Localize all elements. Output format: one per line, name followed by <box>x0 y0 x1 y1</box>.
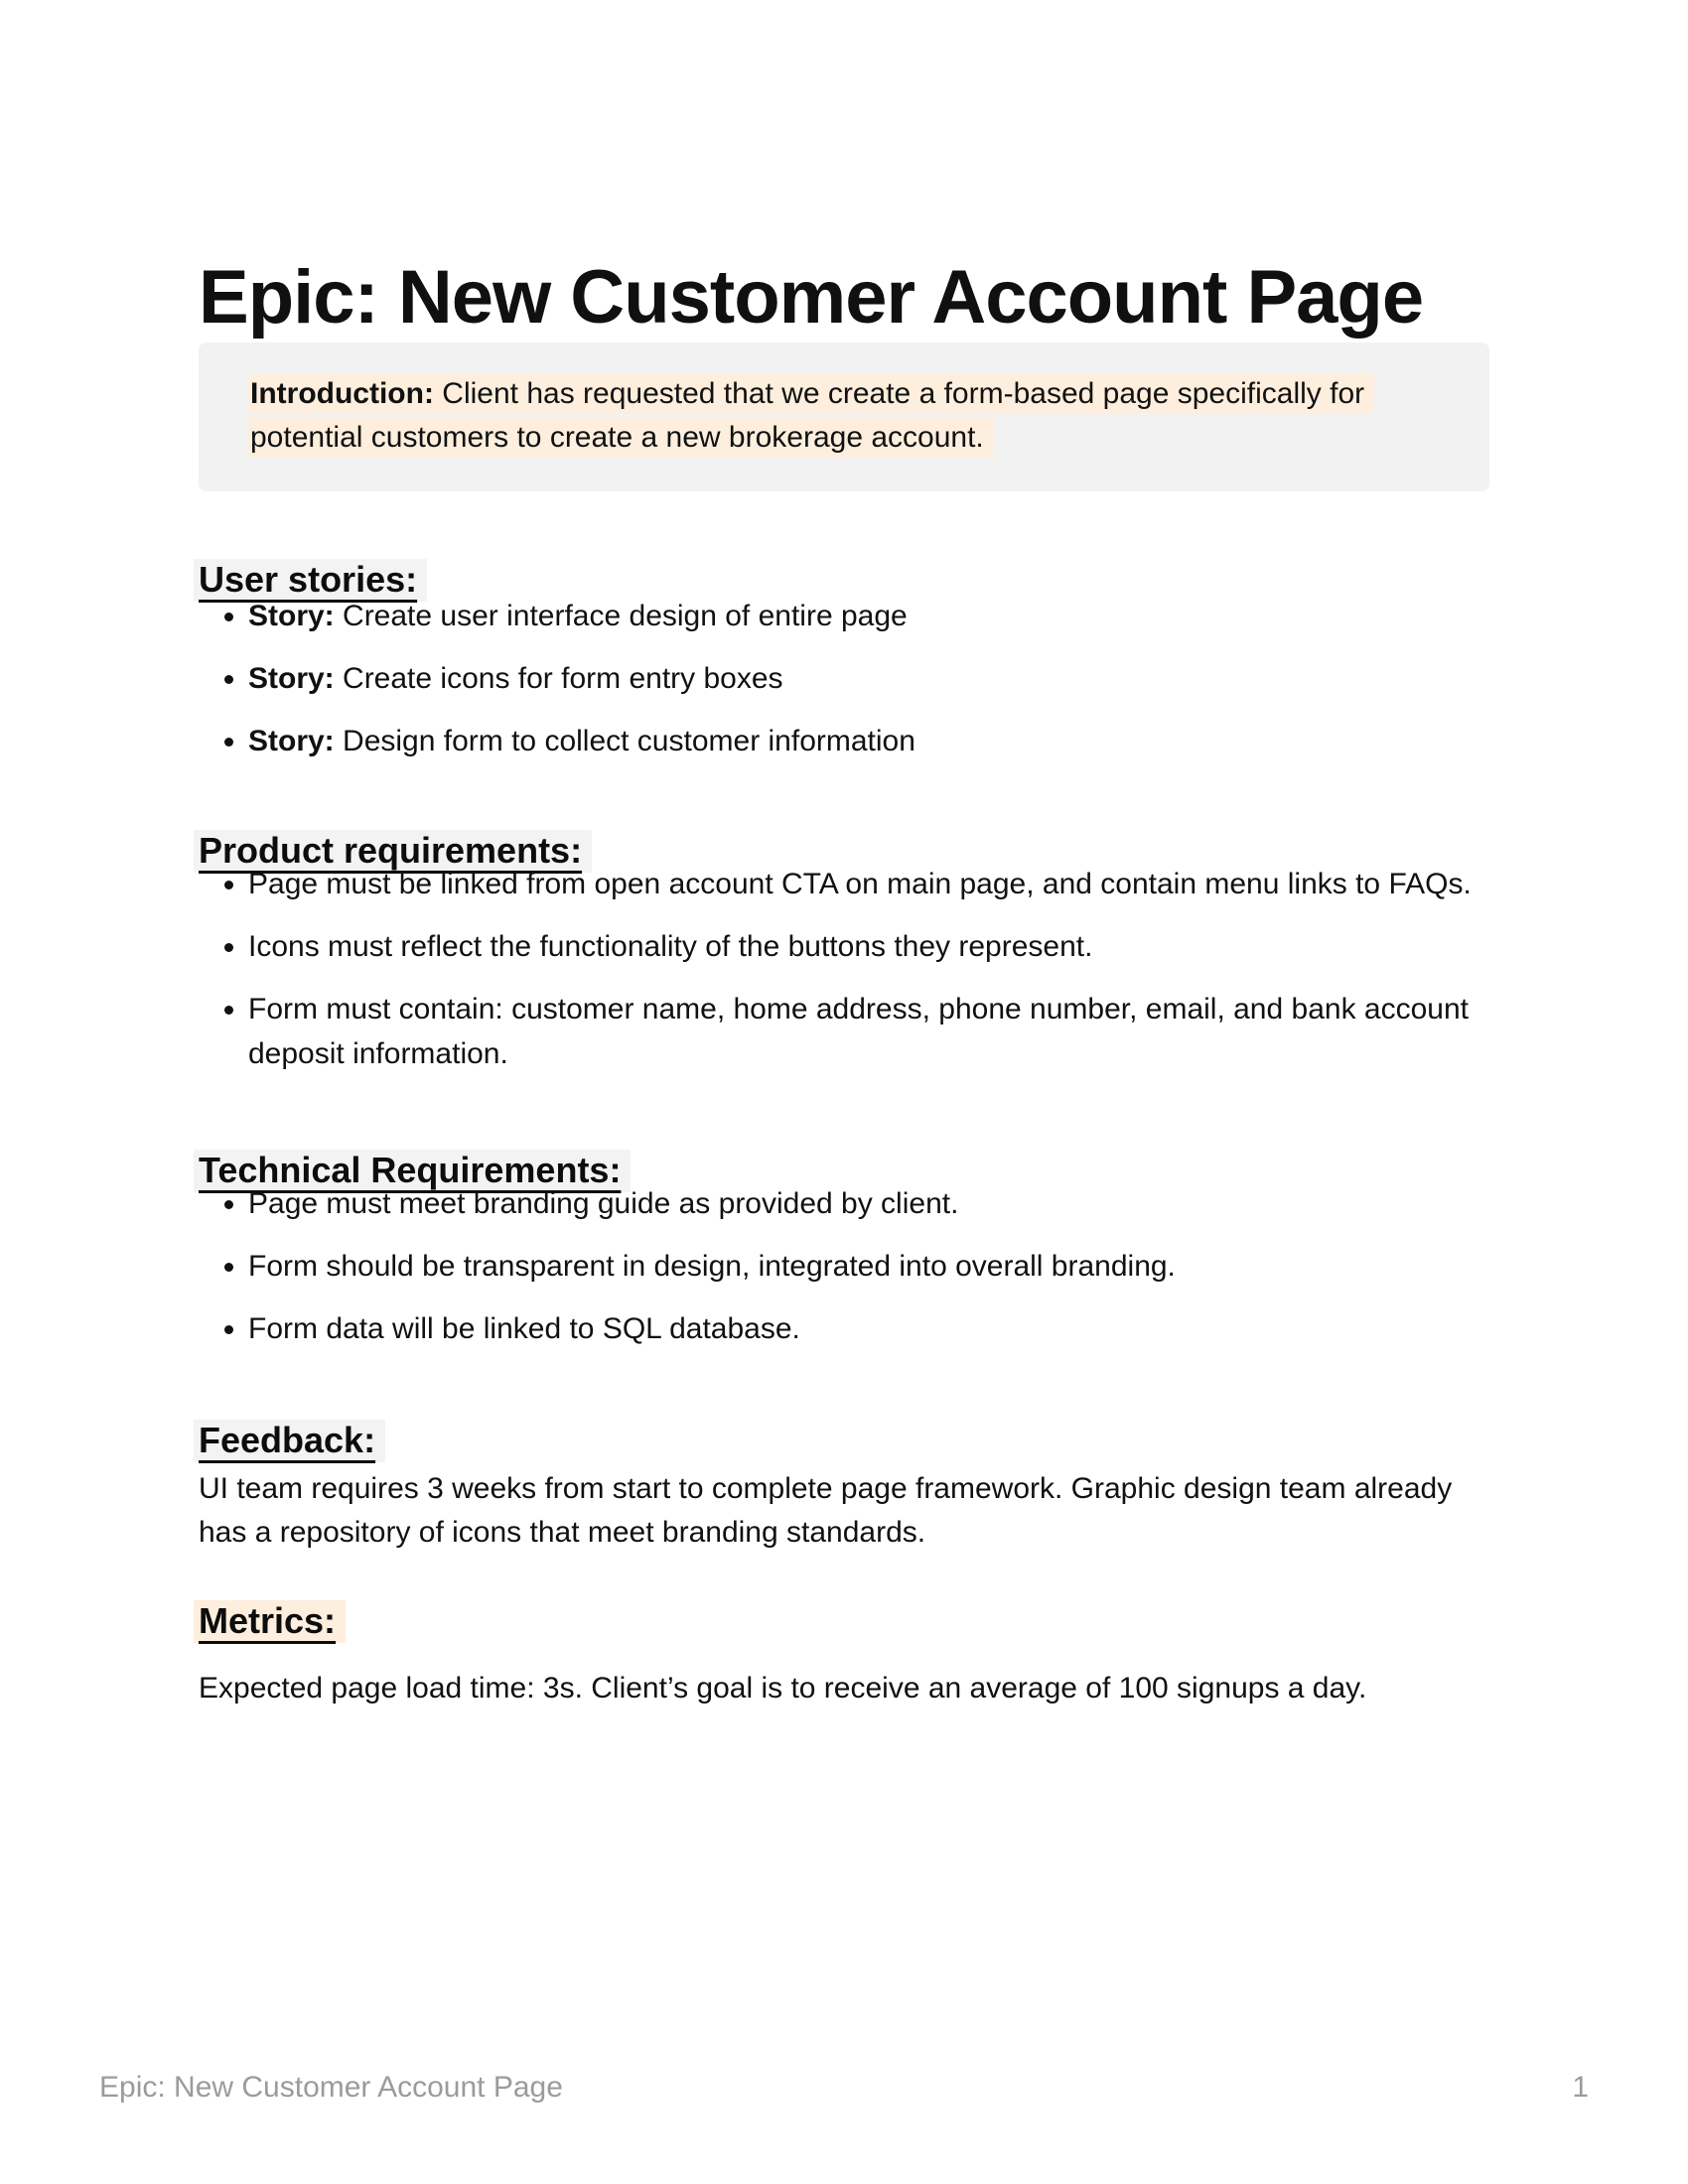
introduction-line-2 <box>248 416 1440 460</box>
story-text: Design form to collect customer information <box>343 725 915 757</box>
footer-page-number: 1 <box>1572 2071 1589 2104</box>
list-item: • Page must be linked from open account CTA on main page, and contain menu links to FAQs. <box>248 862 1489 906</box>
story-prefix: Story: <box>248 662 335 695</box>
list-item: • Page must meet branding guide as provided by client. <box>248 1181 1489 1226</box>
list-item <box>248 594 1489 638</box>
text-highlight <box>248 374 1374 414</box>
list-item <box>248 656 1489 701</box>
heading-user-stories: User stories: <box>194 559 427 602</box>
technical-requirements-list <box>199 1181 1489 1351</box>
metrics-paragraph: Expected page load time: 3s. Client’s goal is to receive an average of 100 signups a day. <box>199 1672 1367 1705</box>
story-prefix: Story: <box>248 725 335 757</box>
heading-product-requirements: Product requirements: <box>194 830 592 873</box>
introduction-text: potential customers to create a new brokerage account. <box>250 421 984 454</box>
list-item: • Form should be transparent in design, integrated into overall branding. <box>248 1244 1489 1289</box>
list-item: • Icons must reflect the functionality of the buttons they represent. <box>248 924 1489 969</box>
list-item: • Form must contain: customer name, home address, phone number, email, and bank account deposit information. <box>248 987 1489 1076</box>
introduction-text: Client has requested that we create a form-based page specifically for <box>442 377 1365 410</box>
list-item: • Form data will be linked to SQL database. <box>248 1306 1489 1351</box>
heading-technical-requirements: Technical Requirements: <box>194 1150 631 1192</box>
story-prefix: Story: <box>248 600 335 632</box>
heading-feedback: Feedback: <box>194 1420 385 1462</box>
feedback-paragraph: UI team requires 3 weeks from start to complete page framework. Graphic design team already has a repository of icons that meet branding standards. <box>199 1472 1453 1549</box>
page-title: Epic: New Customer Account Page <box>199 254 1424 340</box>
introduction-line-1 <box>248 372 1440 416</box>
heading-metrics: Metrics: <box>194 1600 346 1643</box>
user-stories-list <box>199 594 1489 763</box>
introduction-label: Introduction: <box>250 377 434 410</box>
footer-document-title: Epic: New Customer Account Page <box>99 2071 563 2104</box>
story-text: Create icons for form entry boxes <box>343 662 783 695</box>
product-requirements-list <box>199 862 1489 1076</box>
text-highlight <box>248 418 994 458</box>
introduction-callout-box <box>199 342 1489 491</box>
story-text: Create user interface design of entire page <box>343 600 908 632</box>
list-item <box>248 719 1489 763</box>
